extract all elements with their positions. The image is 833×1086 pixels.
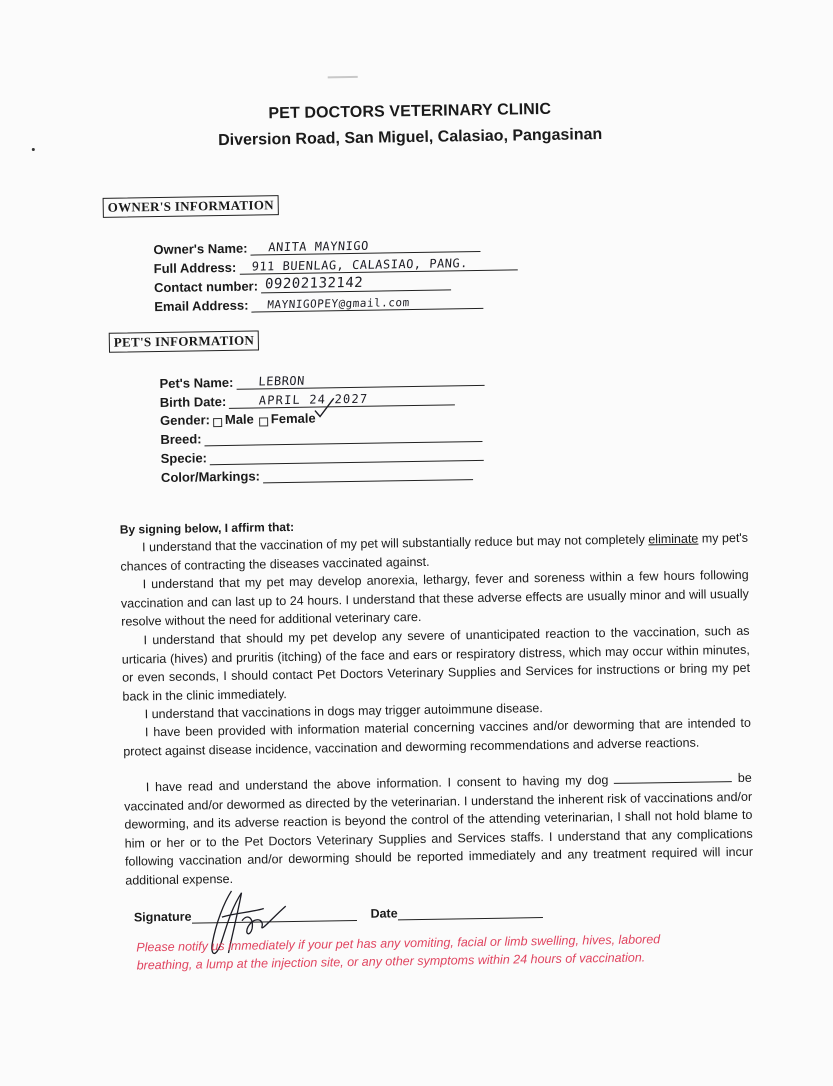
affirmation-paragraph-2 (121, 566, 750, 631)
pet-breed-label: Breed: (160, 431, 202, 448)
eliminate-word: eliminate (648, 531, 699, 547)
gender-female-label: Female (270, 410, 316, 427)
paragraph-4-text: I understand that vaccinations in dogs may trigger autoimmune disease. (144, 701, 543, 722)
pet-birth-row (160, 387, 456, 410)
date-field[interactable] (398, 905, 543, 920)
owner-name-field[interactable] (250, 235, 480, 256)
pet-section-heading: PET'S INFORMATION (109, 330, 260, 352)
dog-name-blank[interactable] (614, 771, 732, 784)
owner-address-field[interactable] (239, 253, 517, 274)
owner-address-label: Full Address: (153, 259, 237, 277)
pet-specie-label: Specie: (160, 450, 208, 467)
pet-gender-row (160, 408, 316, 428)
pet-gender-label: Gender: (159, 412, 211, 429)
owner-email-label: Email Address: (154, 297, 249, 315)
pet-birth-label: Birth Date: (159, 393, 227, 411)
owner-contact-value: 09202132142 (264, 274, 364, 293)
pet-color-label: Color/Markings: (160, 468, 261, 486)
owner-address-value: 911 BUENLAG, CALASIAO, PANG. (250, 256, 468, 274)
signature-row (134, 904, 543, 924)
owner-section-heading: OWNER'S INFORMATION (103, 195, 279, 218)
owner-contact-field[interactable] (261, 273, 451, 293)
pet-birth-value: APRIL 24 2027 (258, 391, 370, 408)
owner-contact-label: Contact number: (153, 278, 259, 296)
owner-name-value: ANITA MAYNIGO (268, 238, 370, 255)
affirmation-paragraph-6 (124, 769, 754, 890)
gender-female-checkbox[interactable] (259, 417, 268, 426)
gender-male-label: Male (224, 411, 254, 427)
paragraph-6-text-end: be vaccinated and/or dewormed as directed by the veterinarian. I understand the inherent risk of vaccinations and/or deworming, and its adverse reaction is beyond the control of the attending veterinarian, I shall not hold blame to him or her or to the Pet Doctors Veterinary Supplies and Services staffs. I understand that any complications following vaccination and/or deworming should be reported immediately and any treatment required will incur additional expense. (124, 770, 754, 888)
owner-email-row (154, 291, 483, 314)
paragraph-6-text: I have read and understand the above information. I consent to having my dog (145, 773, 609, 795)
date-label: Date (370, 906, 398, 921)
signature-label: Signature (133, 909, 192, 925)
scan-smudge (328, 76, 358, 78)
pet-birth-field[interactable] (229, 388, 455, 409)
paragraph-2-text: I understand that my pet may develop anorexia, lethargy, fever and soreness within a few hours following vaccination and can last up to 24 hours. I understand that these adverse effects are usually minor and will usually resolve without the need for additional veterinary care. (120, 567, 749, 629)
clinic-name: PET DOCTORS VETERINARY CLINIC (268, 100, 552, 123)
paragraph-3-text: I understand that should my pet develop any severe of unanticipated reaction to the vaccination, such as urticaria (hives) and pruritis (itching) of the face and ears or respiratory distress, which may occur within minutes, or even seconds, I should contact Pet Doctors Veterinary Supplies and Services for instructions or bring my pet back in the clinic immediately. (121, 623, 751, 704)
clinic-address: Diversion Road, San Miguel, Calasiao, Pangasinan (218, 126, 603, 150)
pet-name-value: LEBRON (258, 373, 306, 389)
owner-name-label: Owner's Name: (153, 240, 248, 258)
owner-email-field[interactable] (251, 292, 483, 313)
affirmation-title: By signing below, I affirm that: (119, 519, 295, 537)
affirmation-paragraph-3 (121, 622, 750, 706)
paragraph-1-text-end: my pet's chances of contracting the diseases vaccinated against. (120, 530, 749, 574)
aftercare-notice: Please notify us immediately if your pet has any vomiting, facial or limb swelling, hives, labored breathing, a lump at the injection site, or any other symptoms within 24 hours of vaccination. (136, 932, 661, 973)
pet-name-label: Pet's Name: (159, 374, 234, 392)
pet-color-field[interactable] (263, 463, 473, 483)
checkmark-icon (314, 397, 336, 417)
owner-email-value: MAYNIGOPEY@gmail.com (267, 296, 411, 312)
paragraph-1-text: I understand that the vaccination of my pet will substantially reduce but may not completely (141, 532, 645, 555)
pet-color-row (161, 462, 473, 485)
gender-male-checkbox[interactable] (213, 418, 222, 427)
paragraph-5-text: I have been provided with information material concerning vaccines and/or deworming that are intended to protect against disease incidence, vaccination and deworming recommendations and adverse reactions. (123, 715, 752, 759)
